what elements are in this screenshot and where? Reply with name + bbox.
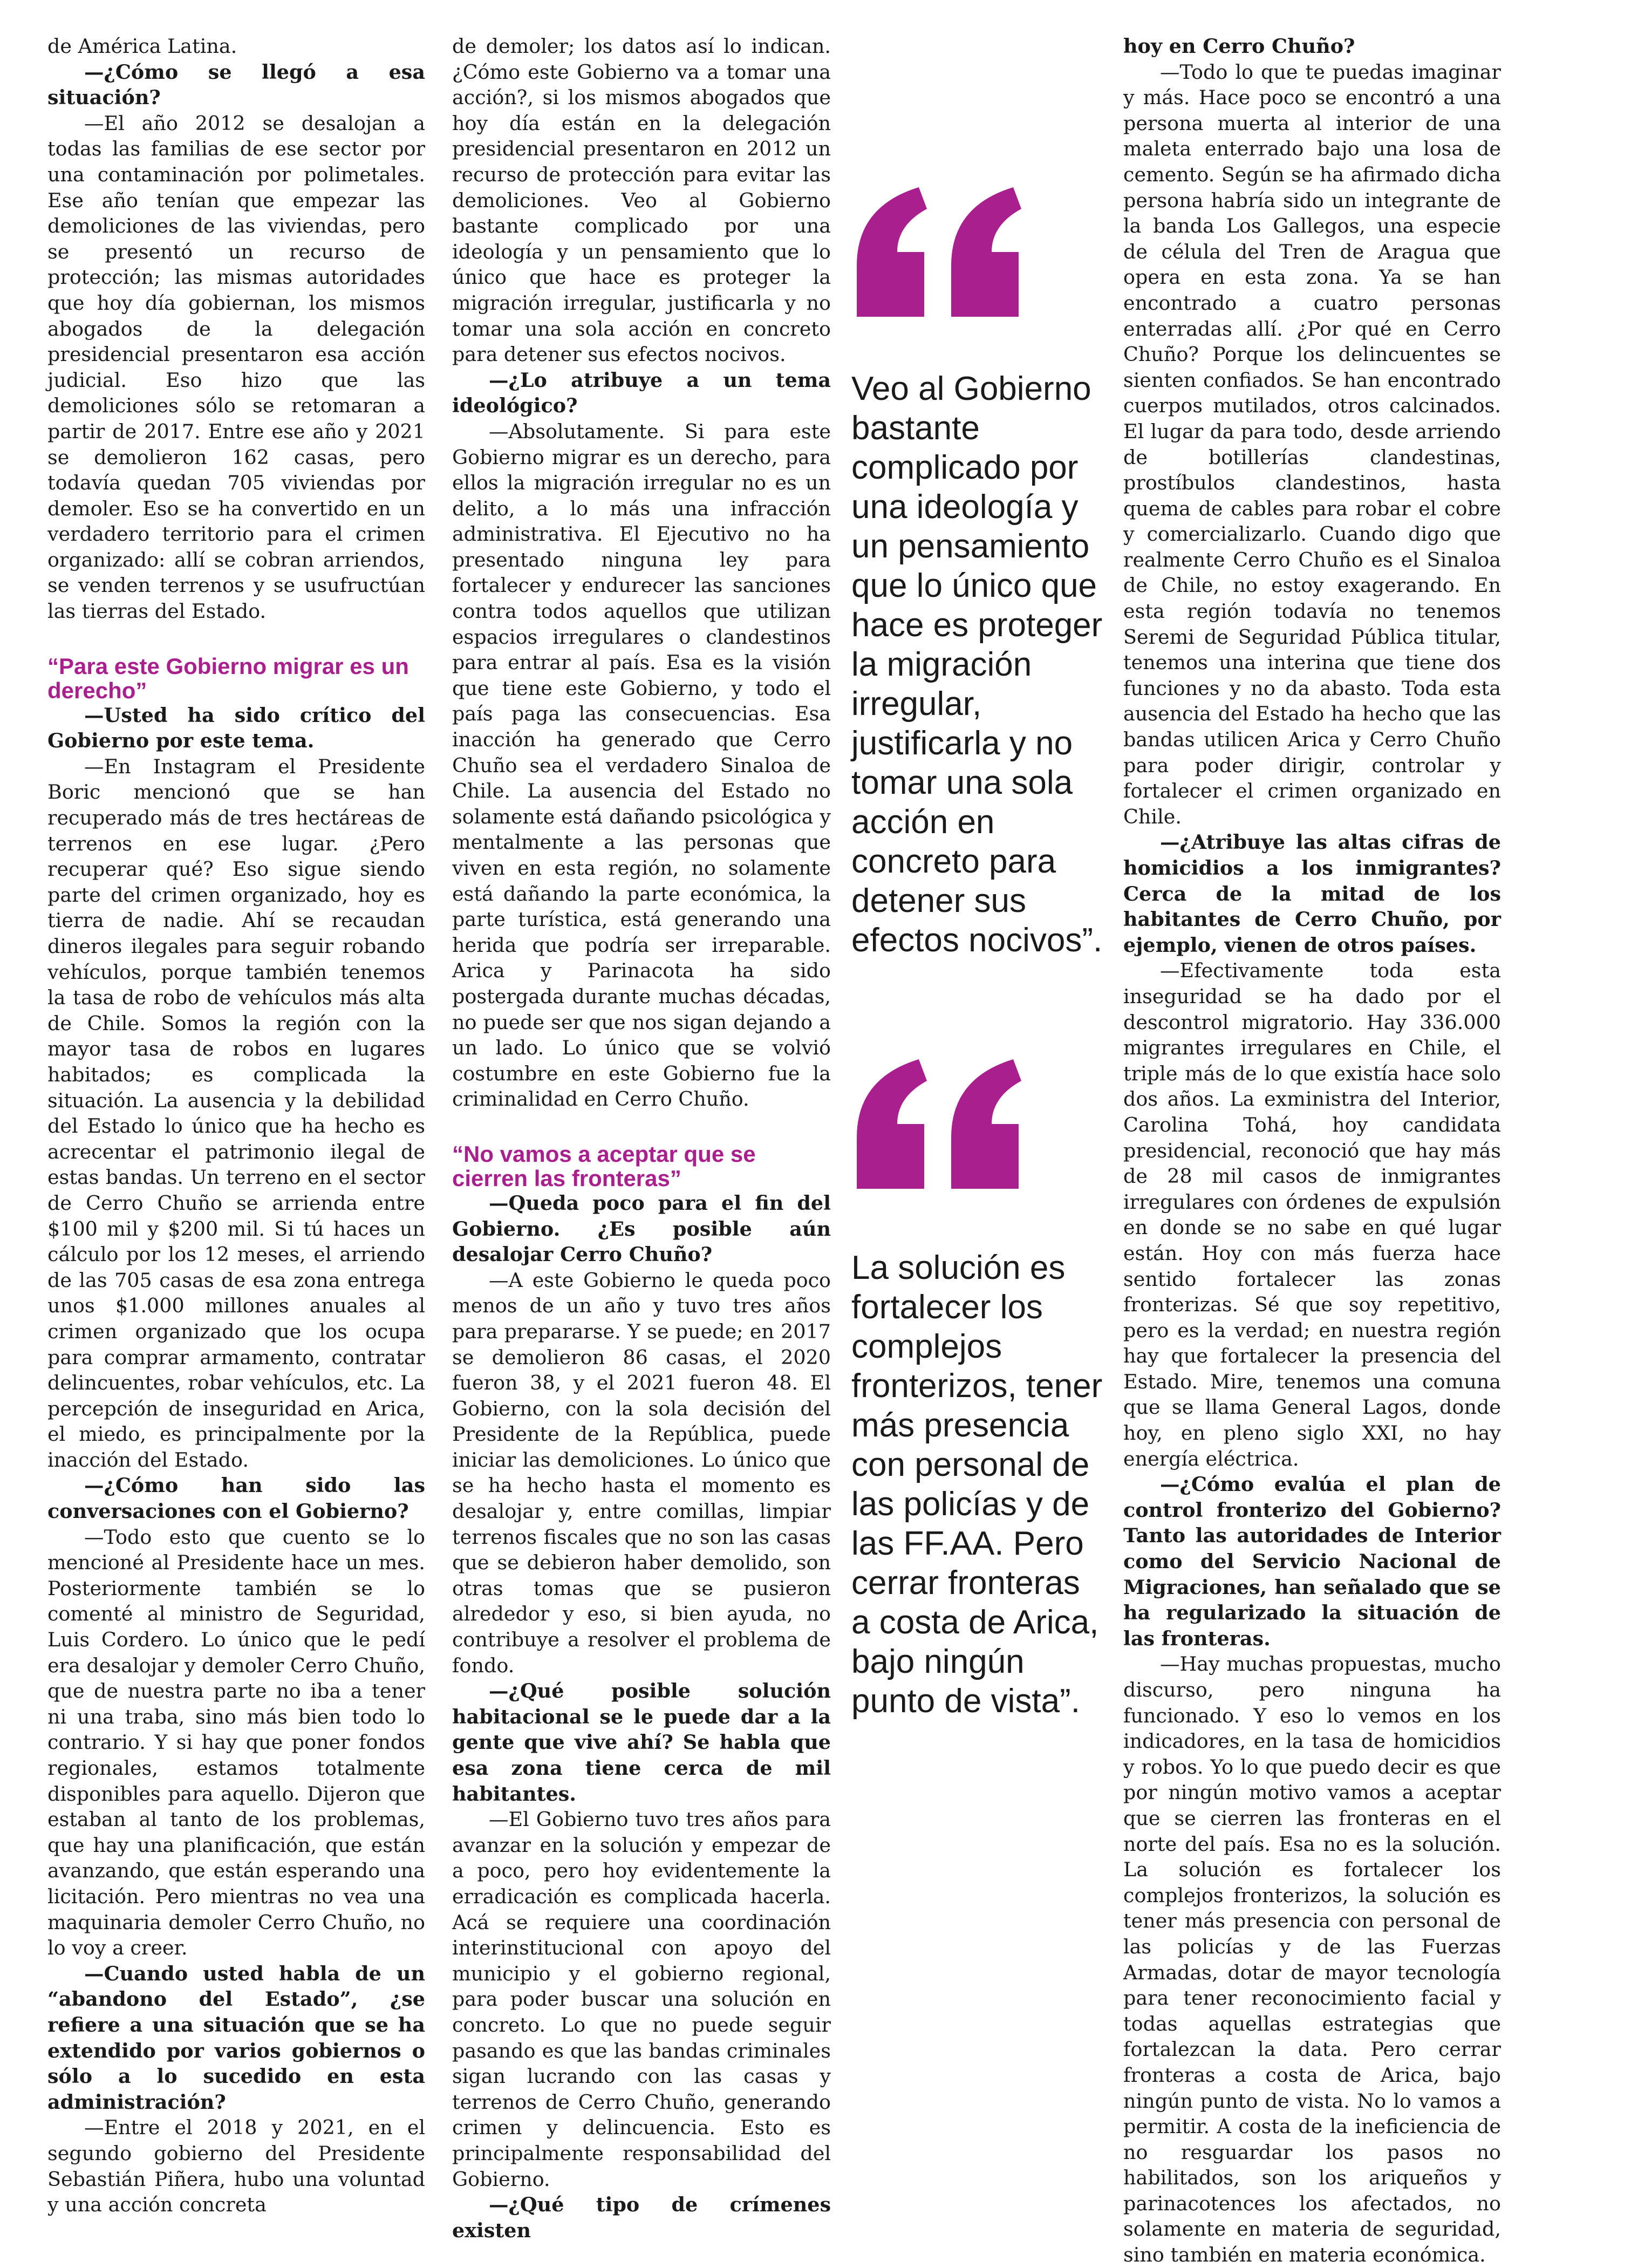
paragraph: —Hay muchas propuestas, mucho discurso, pero ninguna ha funcionado. Y eso lo vemos en los indicadores, en la tasa de homicidios y robos. Yo lo que puedo decir es que por ningún motivo vamos a aceptar que se cierren las fronteras en el norte del país. Esa no es la solución. La solución es fortalecer los complejos fronterizos, la solución es tener más presencia con personal de las policías y de las Fuerzas Armadas, dotar de mayor tecnología para tener reconocimiento facial y todas aquellas estrategias que fortalezcan la data. Pero cerrar fronteras a costa de Arica, bajo ningún punto de vista. No lo vamos a permitir. A costa de la ineficiencia de no resguardar los pasos no habilitados, son los ariqueños y parinacotences los afectados, no solamente en materia de seguridad, sino también en materia económica. <box>1123 1652 1501 2267</box>
paragraph: —A este Gobierno le queda poco menos de un año y tuvo tres años para prepararse. Y se puede; en 2017 se demolieron 86 casas, el 2020 fueron 38, y el 2021 fueron 48. El Gobierno, con la sola decisión del Presidente de la República, puede iniciar las demoliciones. Lo único que se ha hecho hasta el momento es desalojar y, entre comillas, limpiar terrenos fiscales que no son las casas que se debieron haber demolido, son otras tomas que se pusieron alrededor y eso, si bien ayuda, no contribuye a resolver el problema de fondo. <box>452 1268 831 1677</box>
paragraph: —Todo lo que te puedas imaginar y más. Hace poco se encontró a una persona muerta al interior de una maleta enterrado bajo una losa de cemento. Según se ha afirmado dicha persona habría sido un integrante de la banda Los Gallegos, una especie de célula del Tren de Aragua que opera en esta zona. Ya se han encontrado a cuatro personas enterradas allí. ¿Por qué en Cerro Chuño? Porque los delincuentes se sienten confiados. Se han encontrado cuerpos mutilados, otros calcinados. El lugar da para todo, desde arriendo de botillerías clandestinas, prostíbulos clandestinos, hasta quema de cables para robar el cobre y comercializarlo. Cuando digo que realmente Cerro Chuño es el Sinaloa de Chile, no estoy exagerando. En esta región todavía no tenemos Seremi de Seguridad Pública titular, tenemos una interina que tiene dos funciones y no da abasto. Toda esta ausencia del Estado ha hecho que las bandas utilicen Arica y Cerro Chuño para poder dirigir, controlar y fortalecer el crimen organizado en Chile. <box>1123 60 1501 828</box>
section-heading: “No vamos a aceptar que se cierren las fronteras” <box>452 1141 756 1191</box>
article-column-2 <box>452 33 831 2243</box>
open-quote-icon <box>851 185 1029 319</box>
article-column-4 <box>1123 33 1501 2268</box>
paragraph: —Absolutamente. Si para este Gobierno migrar es un derecho, para ellos la migración irregular no es un delito, a lo más una infracción administrativa. El Ejecutivo no ha presentado ninguna ley para fortalecer y endurecer las sanciones contra todos aquellos que utilizan espacios irregulares o clandestinos para entrar al país. Esa es la visión que tiene este Gobierno, y todo el país paga las consecuencias. Esa inacción ha generado que Cerro Chuño sea el verdadero Sinaloa de Chile. La ausencia del Estado no solamente está dañando psicológica y mentalmente a las personas que viven en esta región, no solamente está dañando la parte económica, la parte turística, está generando una herida que podría ser irreparable. Arica y Parinacota ha sido postergada durante muchas décadas, no puede ser que nos sigan dejando a un lado. Lo único que se volvió costumbre en este Gobierno fue la criminalidad en Cerro Chuño. <box>452 419 831 1111</box>
paragraph: —El Gobierno tuvo tres años para avanzar en la solución y empezar de a poco, pero hoy evidentemente la erradicación es complicada hacerla. Acá se requiere una coordinación interinstitucional con apoyo del municipio y el gobierno regional, para poder buscar una solución en concreto. Lo que no puede seguir pasando es que las bandas criminales sigan lucrando con las casas y terrenos de Cerro Chuño, generando crimen y delincuencia. Esto es principalmente responsabilidad del Gobierno. <box>452 1808 831 2191</box>
pull-quote-text: La solución es fortalecer los complejos fronterizos, tener más presencia con personal de las policías y de las FF.AA. Pero cerrar fronteras a costa de Arica, bajo ningún punto de vista”. <box>851 1249 1103 1720</box>
paragraph: —Todo esto que cuento se lo mencioné al Presidente hace un mes. Posteriormente también se lo comenté al ministro de Seguridad, Luis Cordero. Lo único que le pedí era desalojar y demoler Cerro Chuño, que de nuestra parte no iba a tener ni una traba, sino más bien todo lo contrario. Y si hay que poner fondos regionales, estamos totalmente disponibles para aquello. Dijeron que estaban al tanto de los problemas, que hay una planificación, que están avanzando, que están esperando una licitación. Pero mientras no vea una maquinaria demoler Cerro Chuño, no lo voy a creer. <box>47 1525 425 1960</box>
section-heading: “Para este Gobierno migrar es un derecho” <box>47 653 409 703</box>
paragraph: —En Instagram el Presidente Boric mencionó que se han recuperado más de tres hectáreas de terrenos en ese lugar. ¿Pero recuperar qué? Eso sigue siendo parte del crimen organizado, hoy es tierra de nadie. Ahí se recaudan dineros ilegales para seguir robando vehículos, porque también tenemos la tasa de robo de vehículos más alta de Chile. Somos la región con la mayor tasa de robos en lugares habitados; es complicada la situación. La ausencia y la debilidad del Estado lo único que ha hecho es acrecentar el patrimonio ilegal de estas bandas. Un terreno en el sector de Cerro Chuño se arrienda entre $100 mil y $200 mil. Si tú haces un cálculo por los 12 meses, el arriendo de las 705 casas de esa zona entrega unos $1.000 millones anuales al crimen organizado que los ocupa para comprar armamento, contratar delincuentes, robar vehículos, etc. La percepción de inseguridad en Arica, el miedo, es principalmente por la inacción del Estado. <box>47 754 425 1472</box>
paragraph: de demoler; los datos así lo indican. ¿Cómo este Gobierno va a tomar una acción?, si los mismos abogados que hoy día están en la delegación presidencial presentaron en 2012 un recurso de protección para evitar las demoliciones. Veo al Gobierno bastante complicado por una ideología y un pensamiento que lo único que hace es proteger la migración irregular, justificarla y no tomar una sola acción en concreto para detener sus efectos nocivos. <box>452 35 831 366</box>
interview-question: —Cuando usted habla de un “abandono del Estado”, ¿se refiere a una situación que se ha extendido por varios gobiernos o sólo a lo sucedido en esta administración? <box>47 1961 425 2114</box>
interview-question: —¿Atribuye las altas cifras de homicidios a los inmigrantes? Cerca de la mitad de los habitantes de Cerro Chuño, por ejemplo, vienen de otros países. <box>1123 830 1501 957</box>
interview-question: —Usted ha sido crítico del Gobierno por este tema. <box>47 703 425 753</box>
interview-question: —¿Qué posible solución habitacional se le puede dar a la gente que vive ahí? Se habla que esa zona tiene cerca de mil habitantes. <box>452 1679 831 1806</box>
pull-quote-1 <box>851 369 1105 960</box>
interview-question: —¿Qué tipo de crímenes existen <box>452 2193 831 2242</box>
interview-question: hoy en Cerro Chuño? <box>1123 35 1355 58</box>
interview-question: —¿Lo atribuye a un tema ideológico? <box>452 368 831 418</box>
article-column-1 <box>47 33 425 2218</box>
paragraph: de América Latina. <box>47 35 237 58</box>
paragraph: —Entre el 2018 y 2021, en el segundo gobierno del Presidente Sebastián Piñera, hubo una voluntad y una acción concreta <box>47 2116 425 2217</box>
paragraph: —El año 2012 se desalojan a todas las familias de ese sector por una contaminación por polimetales. Ese año tenían que empezar las demoliciones de las viviendas, pero se presentó un recurso de protección; las mismas autoridades que hoy día gobiernan, los mismos abogados de la delegación presidencial presentaron esa acción judicial. Eso hizo que las demoliciones sólo se retomaran a partir de 2017. Entre ese año y 2021 se demolieron 162 casas, pero todavía quedan 705 viviendas por demoler. Eso se ha convertido en un verdadero territorio para el crimen organizado: allí se cobran arriendos, se venden terrenos y se usufructúan las tierras del Estado. <box>47 111 425 623</box>
interview-question: —¿Cómo evalúa el plan de control fronterizo del Gobierno? Tanto las autoridades de Interior como del Servicio Nacional de Migraciones, han señalado que se ha regularizado la situación de las fronteras. <box>1123 1473 1501 1650</box>
pull-quote-2 <box>851 1248 1105 1721</box>
interview-question: —Queda poco para el fin del Gobierno. ¿Es posible aún desalojar Cerro Chuño? <box>452 1191 831 1266</box>
interview-question: —¿Cómo se llegó a esa situación? <box>47 60 425 110</box>
interview-question: —¿Cómo han sido las conversaciones con el Gobierno? <box>47 1474 425 1523</box>
open-quote-icon <box>851 1057 1029 1191</box>
paragraph: —Efectivamente toda esta inseguridad se ha dado por el descontrol migratorio. Hay 336.000 migrantes irregulares en Chile, el triple más de lo que existía hace solo dos años. La exministra del Interior, Carolina Tohá, hoy candidata presidencial, reconoció que hay más de 28 mil casos de inmigrantes irregulares con órdenes de expulsión en donde se no sabe en qué lugar están. Hoy con más fuerza hace sentido fortalecer las zonas fronterizas. Sé que soy repetitivo, pero es la verdad; en nuestra región hay que fortalecer la presencia del Estado. Mire, tenemos una comuna que se llama General Lagos, donde hoy, en pleno siglo XXI, no hay energía eléctrica. <box>1123 959 1501 1470</box>
pull-quote-text: Veo al Gobierno bastante complicado por una ideología y un pensamiento que lo único que hace es proteger la migración irregular, justificarla y no tomar una sola acción en concreto para detener sus efectos nocivos”. <box>851 370 1103 959</box>
